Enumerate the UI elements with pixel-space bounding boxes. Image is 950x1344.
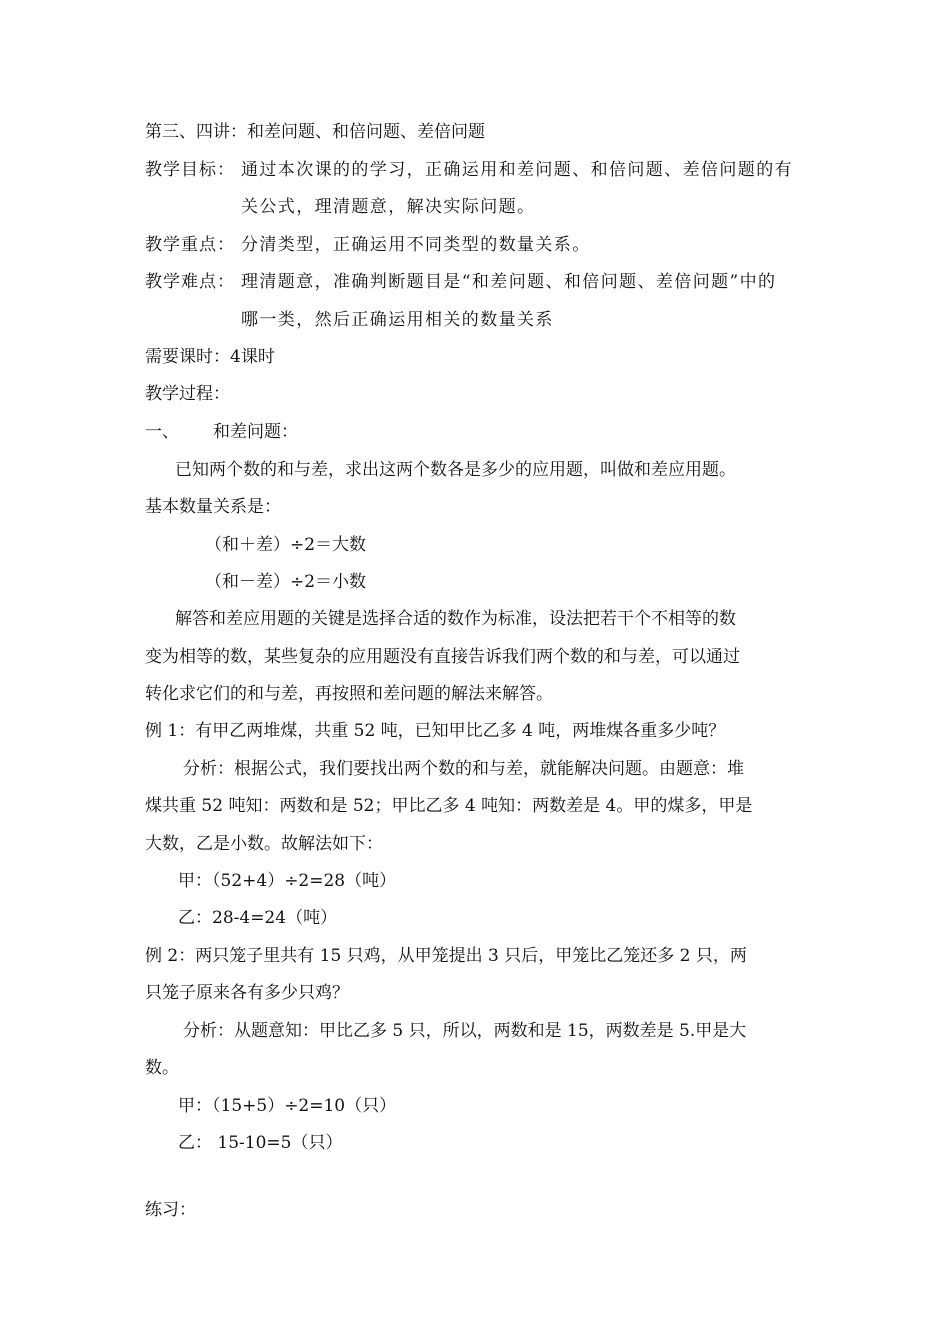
- section-number: 一、: [145, 422, 179, 442]
- practice-label: 练习：: [145, 1200, 196, 1220]
- example-2-analysis-2: 数。: [145, 1058, 179, 1078]
- example-2-question-1: 例 2：两只笼子里共有 15 只鸡，从甲笼提出 3 只后，甲笼比乙笼还多 2 只，两: [145, 946, 747, 966]
- key-point-text: 分清类型，正确运用不同类型的数量关系。: [241, 235, 591, 255]
- formula-big: （和＋差）÷2＝大数: [205, 535, 367, 555]
- lesson-title: 第三、四讲：和差问题、和倍问题、差倍问题: [145, 122, 485, 142]
- example-1-analysis-3: 大数，乙是小数。故解法如下：: [145, 834, 383, 854]
- goal-line-2: 关公式，理清题意，解决实际问题。: [241, 197, 536, 217]
- process-label: 教学过程：: [145, 384, 230, 404]
- method-line-2: 变为相等的数，某些复杂的应用题没有直接告诉我们两个数的和与差，可以通过: [145, 647, 740, 667]
- formula-small: （和－差）÷2＝小数: [205, 572, 367, 592]
- hours-text: 需要课时：4课时: [145, 347, 275, 367]
- example-1-calc-2: 乙：28-4=24（吨）: [178, 908, 338, 928]
- example-2-calc-2: 乙： 15-10=5（只）: [178, 1133, 343, 1153]
- goal-line-1: 通过本次课的的学习，正确运用和差问题、和倍问题、差倍问题的有: [241, 160, 793, 180]
- key-point-label: 教学重点：: [145, 235, 235, 255]
- goal-label: 教学目标：: [145, 160, 235, 180]
- difficulty-line-1: 理清题意，准确判断题目是“和差问题、和倍问题、差倍问题”中的: [241, 272, 777, 292]
- example-1-question: 例 1：有甲乙两堆煤，共重 52 吨，已知甲比乙多 4 吨，两堆煤各重多少吨？: [145, 721, 726, 741]
- example-1-calc-1: 甲：（52+4）÷2=28（吨）: [178, 871, 397, 891]
- method-line-1: 解答和差应用题的关键是选择合适的数作为标准，设法把若干个不相等的数: [175, 609, 736, 629]
- example-2-question-2: 只笼子原来各有多少只鸡？: [145, 983, 349, 1003]
- example-2-analysis-1: 分析：从题意知：甲比乙多 5 只，所以，两数和是 15，两数差是 5.甲是大: [183, 1021, 747, 1041]
- example-1-analysis-2: 煤共重 52 吨知：两数和是 52；甲比乙多 4 吨知：两数差是 4。甲的煤多，甲是: [145, 796, 753, 816]
- difficulty-label: 教学难点：: [145, 272, 235, 292]
- definition-line-1: 已知两个数的和与差，求出这两个数各是多少的应用题，叫做和差应用题。: [175, 460, 736, 480]
- example-2-calc-1: 甲：（15+5）÷2=10（只）: [178, 1096, 397, 1116]
- example-1-analysis-1: 分析：根据公式，我们要找出两个数的和与差，就能解决问题。由题意：堆: [183, 759, 744, 779]
- method-line-3: 转化求它们的和与差，再按照和差问题的解法来解答。: [145, 684, 553, 704]
- difficulty-line-2: 哪一类，然后正确运用相关的数量关系: [241, 310, 554, 330]
- definition-line-2: 基本数量关系是：: [145, 497, 281, 517]
- section-title: 和差问题：: [213, 422, 298, 442]
